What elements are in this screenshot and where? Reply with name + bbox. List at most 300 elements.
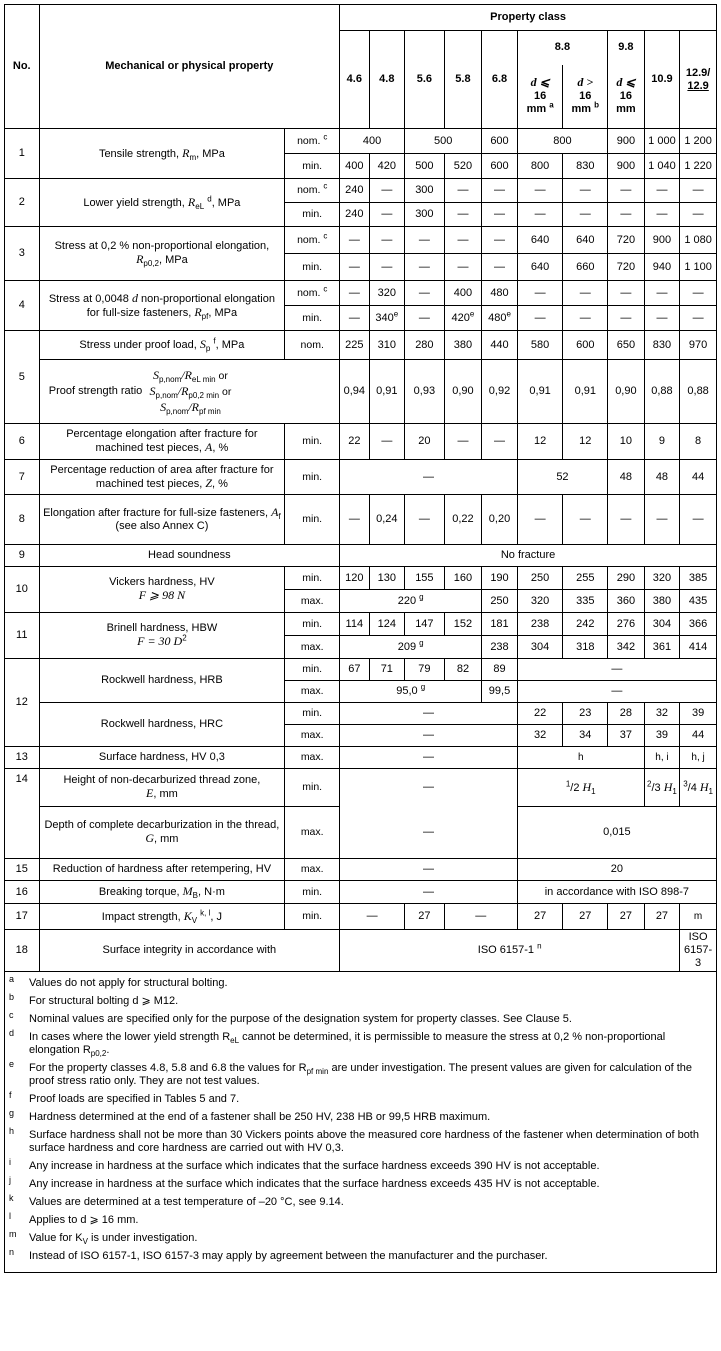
- cell: 340e: [369, 306, 405, 331]
- cell: 209 $^g$: [340, 636, 482, 659]
- value-kind: min.: [285, 306, 340, 331]
- cell: —: [482, 254, 518, 281]
- cell: 10: [608, 424, 645, 460]
- cell: 0,91: [563, 360, 608, 424]
- cell: ISO 6157-3: [680, 930, 717, 972]
- row-number: 14: [5, 769, 40, 859]
- cell: 380: [444, 331, 482, 360]
- cell: 0,93: [405, 360, 445, 424]
- value-kind: min.: [285, 254, 340, 281]
- property-name: Rockwell hardness, HRC: [39, 703, 285, 747]
- cell: 147: [405, 613, 445, 636]
- cell: —: [644, 179, 680, 203]
- cell: —: [405, 254, 445, 281]
- table-row: [5, 904, 717, 930]
- table-row: [5, 424, 717, 460]
- cell: —: [444, 254, 482, 281]
- cell: h, i: [644, 747, 680, 769]
- cell: 720: [608, 227, 645, 254]
- cell: 0,015: [517, 807, 716, 859]
- cell: 280: [405, 331, 445, 360]
- table-row: [5, 495, 717, 545]
- cell: —: [369, 254, 405, 281]
- cell: 67: [340, 659, 369, 681]
- cell: 342: [608, 636, 645, 659]
- cell: 380: [644, 590, 680, 613]
- cell: 900: [644, 227, 680, 254]
- value-kind: nom. $^c$: [285, 281, 340, 306]
- cell: —: [405, 306, 445, 331]
- property-name: Elongation after fracture for full-size fasteners, $A_f$ (see also Annex C): [39, 495, 285, 545]
- footnote: h Surface hardness shall not be more than 30 Vickers points above the measured core hardness of the fastener when determination of both surface hardness and core hardness are carried out with HV 0,3.: [9, 1126, 699, 1154]
- cell: 190: [482, 567, 518, 590]
- table-row: [5, 859, 717, 881]
- cell: —: [340, 807, 518, 859]
- table-row: [5, 703, 717, 725]
- property-name: Stress under proof load, $S_p$ $^f$, MPa: [39, 331, 285, 360]
- cell: —: [644, 495, 680, 545]
- cell: $^2$/3 $H_1$: [644, 769, 680, 807]
- cell: 400: [444, 281, 482, 306]
- cell: —: [340, 254, 369, 281]
- value-kind: nom. $^c$: [285, 179, 340, 203]
- cell: 320: [644, 567, 680, 590]
- header-property-class: Property class: [340, 5, 717, 31]
- cell: 970: [680, 331, 717, 360]
- cell: —: [517, 681, 716, 703]
- row-number: 9: [5, 545, 40, 567]
- cell: 1 200: [680, 129, 717, 154]
- cell: 385: [680, 567, 717, 590]
- value-kind: min.: [285, 904, 340, 930]
- table-row: [5, 747, 717, 769]
- cell: —: [444, 227, 482, 254]
- cell: —: [340, 460, 518, 495]
- cell: 335: [563, 590, 608, 613]
- footnote: k Values are determined at a test temperature of –20 °C, see 9.14.: [9, 1193, 344, 1208]
- cell: 23: [563, 703, 608, 725]
- cell: 9: [644, 424, 680, 460]
- cell: 39: [680, 703, 717, 725]
- cell: 240: [340, 203, 369, 227]
- property-name: Stress at 0,2 % non-proportional elongation, $R_{p0,2}$, MPa: [39, 227, 285, 281]
- row-number: 2: [5, 179, 40, 227]
- cell: —: [444, 904, 517, 930]
- header-class-5-8: 5.8: [444, 31, 482, 129]
- value-kind: min.: [285, 495, 340, 545]
- value-kind: min.: [285, 567, 340, 590]
- cell: 276: [608, 613, 645, 636]
- cell: 830: [644, 331, 680, 360]
- row-number: 6: [5, 424, 40, 460]
- cell: 520: [444, 154, 482, 179]
- cell: 640: [563, 227, 608, 254]
- footnotes: [4, 972, 717, 1273]
- cell: 0,92: [482, 360, 518, 424]
- cell: 0,20: [482, 495, 518, 545]
- cell: 440: [482, 331, 518, 360]
- value-kind: min.: [285, 424, 340, 460]
- header-class-9-8: 9.8: [608, 31, 645, 65]
- row-number: 18: [5, 930, 40, 972]
- footnote: e For the property classes 4.8, 5.8 and 6.8 the values for $R_{pf min}$ are under investigation. The present values are given for calculation of the proof stress ratio only. They are not test values.: [9, 1059, 693, 1087]
- cell: 238: [517, 613, 563, 636]
- cell: 12: [517, 424, 563, 460]
- cell: 130: [369, 567, 405, 590]
- cell: —: [517, 306, 563, 331]
- header-property: Mechanical or physical property: [39, 5, 340, 129]
- cell: 22: [517, 703, 563, 725]
- cell: 361: [644, 636, 680, 659]
- table-row: [5, 227, 717, 254]
- row-number: 15: [5, 859, 40, 881]
- cell: —: [340, 881, 518, 904]
- table-row: [5, 129, 717, 154]
- value-kind: min.: [285, 613, 340, 636]
- cell: 0,90: [444, 360, 482, 424]
- header-no: No.: [5, 5, 40, 129]
- cell: —: [517, 495, 563, 545]
- cell: 99,5: [482, 681, 518, 703]
- table-row: [5, 331, 717, 360]
- cell: —: [680, 203, 717, 227]
- footnote: g Hardness determined at the end of a fastener shall be 250 HV, 238 HB or 99,5 HRB maximum.: [9, 1108, 491, 1123]
- row-number: 4: [5, 281, 40, 331]
- cell: —: [340, 747, 518, 769]
- cell: 310: [369, 331, 405, 360]
- footnote: n Instead of ISO 6157-1, ISO 6157-3 may apply by agreement between the manufacturer and the purchaser.: [9, 1247, 548, 1262]
- footnote: l Applies to d ⩾ 16 mm.: [9, 1211, 139, 1226]
- property-name: Reduction of hardness after retempering, HV: [39, 859, 285, 881]
- value-kind: nom.: [285, 331, 340, 360]
- cell: 32: [517, 725, 563, 747]
- cell: 900: [608, 129, 645, 154]
- table-row: [5, 281, 717, 306]
- property-name: Impact strength, $K_V$ $^{k, l}$, J: [39, 904, 285, 930]
- cell: 52: [517, 460, 607, 495]
- cell: 114: [340, 613, 369, 636]
- cell: 400: [340, 129, 405, 154]
- cell: 480: [482, 281, 518, 306]
- value-kind: max.: [285, 636, 340, 659]
- cell: 225: [340, 331, 369, 360]
- cell: —: [608, 203, 645, 227]
- cell: 79: [405, 659, 445, 681]
- cell: 414: [680, 636, 717, 659]
- value-kind: max.: [285, 807, 340, 859]
- value-kind: min.: [285, 703, 340, 725]
- cell: —: [608, 495, 645, 545]
- cell: 20: [405, 424, 445, 460]
- property-name: Rockwell hardness, HRB: [39, 659, 285, 703]
- cell: 1 040: [644, 154, 680, 179]
- cell: 0,88: [644, 360, 680, 424]
- row-number: 8: [5, 495, 40, 545]
- table-row: [5, 179, 717, 203]
- cell: 28: [608, 703, 645, 725]
- row-number: 1: [5, 129, 40, 179]
- cell: —: [644, 306, 680, 331]
- cell: 255: [563, 567, 608, 590]
- cell: 27: [608, 904, 645, 930]
- cell: 44: [680, 460, 717, 495]
- cell: 800: [517, 129, 607, 154]
- cell: 290: [608, 567, 645, 590]
- property-name: Head soundness: [39, 545, 340, 567]
- cell: 0,91: [369, 360, 405, 424]
- header-class-4-6: 4.6: [340, 31, 369, 129]
- cell: 600: [482, 129, 518, 154]
- cell: 660: [563, 254, 608, 281]
- value-kind: nom. $^c$: [285, 129, 340, 154]
- cell: 500: [405, 154, 445, 179]
- row-number: 10: [5, 567, 40, 613]
- cell: 1 100: [680, 254, 717, 281]
- cell: 48: [608, 460, 645, 495]
- value-kind: max.: [285, 590, 340, 613]
- cell: —: [340, 227, 369, 254]
- cell: ISO 6157-1 $^n$: [340, 930, 680, 972]
- property-name: Percentage reduction of area after fracture for machined test pieces, Z, %: [39, 460, 285, 495]
- property-name: Breaking torque, $M_B$, N·m: [39, 881, 285, 904]
- cell: 600: [482, 154, 518, 179]
- cell: 0,88: [680, 360, 717, 424]
- cell: 120: [340, 567, 369, 590]
- value-kind: min.: [285, 460, 340, 495]
- cell: 37: [608, 725, 645, 747]
- cell: —: [563, 306, 608, 331]
- cell: 242: [563, 613, 608, 636]
- cell: h: [517, 747, 644, 769]
- cell: 250: [517, 567, 563, 590]
- header-class-12-9: 12.9/ 12.9: [680, 31, 717, 129]
- cell: —: [517, 203, 563, 227]
- row-number: 12: [5, 659, 40, 747]
- cell: 940: [644, 254, 680, 281]
- cell: 8: [680, 424, 717, 460]
- cell: —: [340, 495, 369, 545]
- table-row: [5, 881, 717, 904]
- cell: —: [482, 179, 518, 203]
- cell: 650: [608, 331, 645, 360]
- cell: in accordance with ISO 898-7: [517, 881, 716, 904]
- cell: —: [444, 179, 482, 203]
- cell: —: [680, 306, 717, 331]
- row-number: 7: [5, 460, 40, 495]
- cell: 720: [608, 254, 645, 281]
- cell: —: [340, 859, 518, 881]
- row-number: 3: [5, 227, 40, 281]
- cell: —: [405, 227, 445, 254]
- footnote: f Proof loads are specified in Tables 5 and 7.: [9, 1090, 240, 1105]
- property-name: Proof strength ratio $S_{p,nom}/R_{eL min}$ or $S_{p,nom}/R_{p0,2 min}$ or $S_{p,nom}/R_{pf min}$: [39, 360, 340, 424]
- cell: 420: [369, 154, 405, 179]
- row-number: 11: [5, 613, 40, 659]
- cell: 238: [482, 636, 518, 659]
- footnote: d In cases where the lower yield strength $R_{eL}$ cannot be determined, it is permissible to measure the stress at 0,2 % non-proportional elongation $R_{p0,2}$.: [9, 1028, 666, 1059]
- cell: —: [680, 495, 717, 545]
- cell: 89: [482, 659, 518, 681]
- property-table: [4, 4, 717, 972]
- property-name: Height of non-decarburized thread zone, E, mm: [39, 769, 285, 807]
- value-kind: max.: [285, 859, 340, 881]
- cell: 0,91: [517, 360, 563, 424]
- cell: 900: [608, 154, 645, 179]
- footnote: i Any increase in hardness at the surface which indicates that the surface hardness exceeds 390 HV is not acceptable.: [9, 1157, 600, 1172]
- cell: 220 $^g$: [340, 590, 482, 613]
- table-row: [5, 460, 717, 495]
- cell: 320: [369, 281, 405, 306]
- table-row: [5, 567, 717, 590]
- cell: —: [405, 281, 445, 306]
- cell: —: [482, 424, 518, 460]
- cell: 155: [405, 567, 445, 590]
- cell: 71: [369, 659, 405, 681]
- property-name: Percentage elongation after fracture for machined test pieces, A, %: [39, 424, 285, 460]
- cell: 20: [517, 859, 716, 881]
- cell: 318: [563, 636, 608, 659]
- cell: 1 220: [680, 154, 717, 179]
- cell: —: [680, 281, 717, 306]
- header-sub-le16: d ⩽ 16 mm $^a$: [517, 65, 563, 129]
- cell: —: [340, 306, 369, 331]
- cell: 0,24: [369, 495, 405, 545]
- cell: 400: [340, 154, 369, 179]
- header-sub-gt16: d > 16 mm $^b$: [563, 65, 608, 129]
- cell: 304: [644, 613, 680, 636]
- cell: —: [444, 424, 482, 460]
- value-kind: min.: [285, 769, 340, 807]
- cell: 0,90: [608, 360, 645, 424]
- value-kind: min.: [285, 154, 340, 179]
- cell: —: [563, 179, 608, 203]
- cell: 160: [444, 567, 482, 590]
- property-name: Surface hardness, HV 0,3: [39, 747, 285, 769]
- cell: —: [369, 424, 405, 460]
- cell: 420e: [444, 306, 482, 331]
- cell: —: [482, 203, 518, 227]
- cell: 366: [680, 613, 717, 636]
- cell: 830: [563, 154, 608, 179]
- value-kind: max.: [285, 725, 340, 747]
- cell: 500: [405, 129, 482, 154]
- cell: —: [644, 281, 680, 306]
- header-class-5-6: 5.6: [405, 31, 445, 129]
- table-row: [5, 807, 717, 859]
- cell: 360: [608, 590, 645, 613]
- cell: 800: [517, 154, 563, 179]
- cell: 32: [644, 703, 680, 725]
- header-sub-9-8: d ⩽ 16 mm: [608, 65, 645, 129]
- cell: —: [369, 203, 405, 227]
- value-kind: min.: [285, 203, 340, 227]
- cell: 95,0 $^g$: [340, 681, 482, 703]
- header-class-8-8: 8.8: [517, 31, 607, 65]
- table-row: [5, 545, 717, 567]
- cell: —: [369, 227, 405, 254]
- property-name: Brinell hardness, HBW F = 30 $D^2$: [39, 613, 285, 659]
- cell: —: [340, 703, 518, 725]
- cell: —: [340, 904, 405, 930]
- cell: —: [369, 179, 405, 203]
- property-name: Vickers hardness, HV F ⩾ 98 N: [39, 567, 285, 613]
- cell: 304: [517, 636, 563, 659]
- cell: $^1$/2 $H_1$: [517, 769, 644, 807]
- property-name: Depth of complete decarburization in the thread, G, mm: [39, 807, 285, 859]
- cell: —: [340, 725, 518, 747]
- cell: 240: [340, 179, 369, 203]
- value-kind: min.: [285, 659, 340, 681]
- cell: 27: [644, 904, 680, 930]
- property-name: Tensile strength, $R_m$, MPa: [39, 129, 285, 179]
- cell: —: [608, 306, 645, 331]
- row-number: 13: [5, 747, 40, 769]
- table-row: [5, 613, 717, 636]
- table-row: [5, 659, 717, 681]
- cell: —: [517, 659, 716, 681]
- cell: 152: [444, 613, 482, 636]
- property-name: Stress at 0,0048 d non-proportional elongation for full-size fasteners, $R_{pf}$, MPa: [39, 281, 285, 331]
- table-row: [5, 769, 717, 807]
- table-row: [5, 360, 717, 424]
- cell: 27: [517, 904, 563, 930]
- cell: 300: [405, 179, 445, 203]
- cell: 44: [680, 725, 717, 747]
- value-kind: max.: [285, 681, 340, 703]
- cell: —: [482, 227, 518, 254]
- table-row: [5, 930, 717, 972]
- property-name: Surface integrity in accordance with: [39, 930, 340, 972]
- row-number: 5: [5, 331, 40, 424]
- cell: 435: [680, 590, 717, 613]
- cell: —: [517, 281, 563, 306]
- cell: —: [608, 179, 645, 203]
- cell: —: [563, 495, 608, 545]
- cell: —: [405, 495, 445, 545]
- cell: —: [644, 203, 680, 227]
- cell: 82: [444, 659, 482, 681]
- cell: —: [444, 203, 482, 227]
- cell: m: [680, 904, 717, 930]
- cell: 1 000: [644, 129, 680, 154]
- cell: 27: [405, 904, 445, 930]
- cell: $^3$/4 $H_1$: [680, 769, 717, 807]
- footnote: b For structural bolting d ⩾ M12.: [9, 992, 179, 1007]
- cell: —: [340, 281, 369, 306]
- cell: 480e: [482, 306, 518, 331]
- cell: —: [680, 179, 717, 203]
- footnote: m Value for $K_V$ is under investigation.: [9, 1229, 198, 1247]
- cell: —: [563, 203, 608, 227]
- cell: 580: [517, 331, 563, 360]
- row-number: 17: [5, 904, 40, 930]
- cell: 640: [517, 227, 563, 254]
- cell: 250: [482, 590, 518, 613]
- cell: —: [563, 281, 608, 306]
- value-kind: max.: [285, 747, 340, 769]
- cell: 22: [340, 424, 369, 460]
- cell: 300: [405, 203, 445, 227]
- cell: 48: [644, 460, 680, 495]
- cell: 600: [563, 331, 608, 360]
- cell: —: [608, 281, 645, 306]
- footnote: c Nominal values are specified only for the purpose of the designation system for property classes. See Clause 5.: [9, 1010, 572, 1025]
- cell: h, j: [680, 747, 717, 769]
- cell: 0,94: [340, 360, 369, 424]
- value-kind: nom. $^c$: [285, 227, 340, 254]
- cell: 27: [563, 904, 608, 930]
- cell: 640: [517, 254, 563, 281]
